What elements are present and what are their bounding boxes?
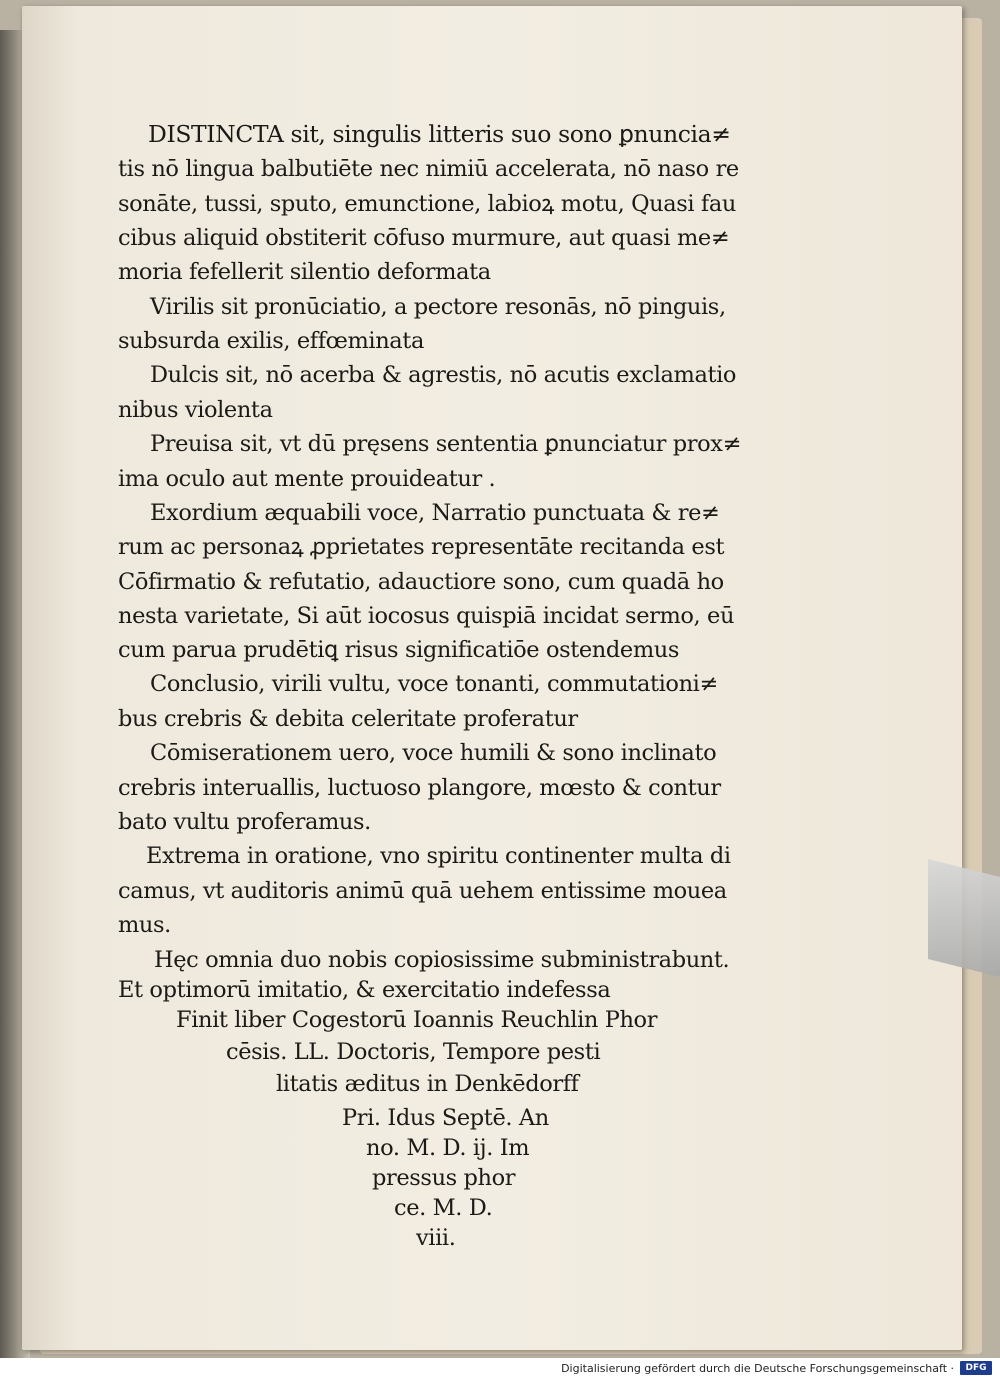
text-line: Et optimorū imitatio, & exercitatio indefessa bbox=[118, 977, 611, 1003]
text-line: subsurda exilis, effœminata bbox=[118, 328, 424, 354]
text-line: Preuisa sit, vt dū pręsens sententia ꝑnunciatur prox≠ bbox=[150, 431, 742, 457]
text-line: cum parua prudētiꝗ risus significatiōe ostendemus bbox=[118, 637, 679, 663]
colophon-line: Finit liber Cogestorū Ioannis Reuchlin Phor bbox=[176, 1007, 658, 1033]
text-line: Conclusio, virili vultu, voce tonanti, commutationi≠ bbox=[150, 671, 718, 697]
text-line: Extrema in oratione, vno spiritu continenter multa di bbox=[146, 843, 731, 869]
text-line: DISTINCTA sit, singulis litteris suo sono ꝑnuncia≠ bbox=[148, 120, 731, 148]
bookmark-strip bbox=[928, 859, 1000, 977]
text-line: ima oculo aut mente prouideatur . bbox=[118, 466, 496, 492]
text-line: cibus aliquid obstiterit cōfuso murmure, aut quasi me≠ bbox=[118, 225, 730, 251]
text-line: Cōfirmatio & refutatio, adauctiore sono, cum quadā ho bbox=[118, 569, 724, 595]
colophon-line: cēsis. LL. Doctoris, Tempore pesti bbox=[226, 1039, 601, 1065]
colophon-line: pressus phor bbox=[372, 1165, 516, 1191]
text-line: rum ac personaꝝ ꝓprietates representāte recitanda est bbox=[118, 534, 725, 560]
footer-bar bbox=[0, 1358, 1000, 1379]
text-line: Dulcis sit, nō acerba & agrestis, nō acutis exclamatio bbox=[150, 362, 737, 388]
text-line: crebris interuallis, luctuoso plangore, mœsto & contur bbox=[118, 775, 721, 801]
text-line: moria fefellerit silentio deformata bbox=[118, 259, 491, 285]
colophon-line: no. M. D. ij. Im bbox=[366, 1135, 530, 1161]
colophon-line: litatis æditus in Denkēdorff bbox=[276, 1071, 579, 1097]
dfg-logo-icon: DFG bbox=[960, 1361, 992, 1375]
text-line: Virilis sit pronūciatio, a pectore resonās, nō pinguis, bbox=[150, 294, 726, 320]
text-line: tis nō lingua balbutiēte nec nimiū accelerata, nō naso re bbox=[118, 156, 739, 182]
text-line: sonāte, tussi, sputo, emunctione, labioꝝ motu, Quasi fau bbox=[118, 191, 736, 217]
text-line: bato vultu proferamus. bbox=[118, 809, 371, 835]
text-line: mus. bbox=[118, 912, 171, 938]
text-line: nesta varietate, Si aūt iocosus quispiā incidat sermo, eū bbox=[118, 603, 735, 629]
text-line: camus, vt auditoris animū quā uehem entissime mouea bbox=[118, 878, 727, 904]
text-line: Hęc omnia duo nobis copiosissime subministrabunt. bbox=[154, 947, 730, 973]
colophon-line: Pri. Idus Septē. An bbox=[342, 1105, 549, 1131]
funding-credit-text: Digitalisierung gefördert durch die Deutsche Forschungsgemeinschaft · bbox=[561, 1362, 954, 1375]
text-line: bus crebris & debita celeritate proferatur bbox=[118, 706, 578, 732]
colophon-line: viii. bbox=[416, 1225, 456, 1251]
text-line: nibus violenta bbox=[118, 397, 273, 423]
text-line: Cōmiserationem uero, voce humili & sono inclinato bbox=[150, 740, 717, 766]
colophon-line: ce. M. D. bbox=[394, 1195, 493, 1221]
text-line: Exordium æquabili voce, Narratio punctuata & re≠ bbox=[150, 500, 720, 526]
